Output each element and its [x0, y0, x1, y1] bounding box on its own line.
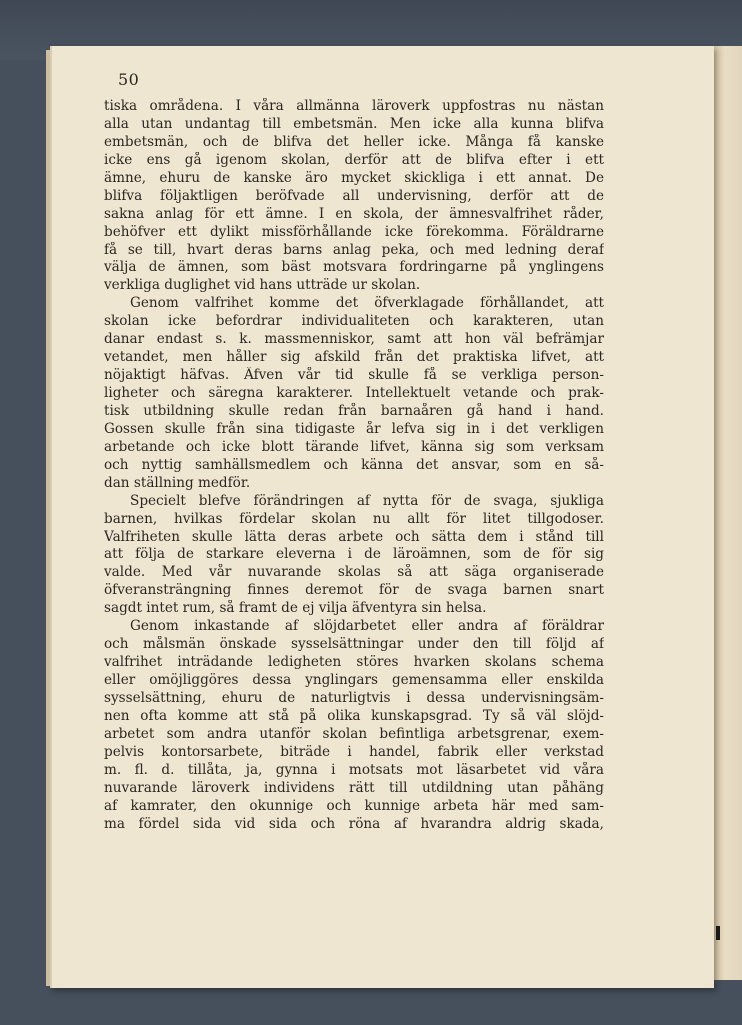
text-line: valde. Med vår nuvarande skolas så att säga organiserade — [104, 564, 604, 581]
text-line: tiska områdena. I våra allmänna läroverk uppfostras nu nästan — [104, 98, 604, 114]
text-line: öfveransträngning finnes deremot för de svaga barnen snart — [104, 582, 604, 599]
text-line: eller omöjliggöres dessa ynglingars gemensamma eller enskilda — [104, 672, 604, 688]
text-line: sakna anlag för ett ämne. I en skola, der ämnesvalfrihet råder, — [104, 205, 604, 222]
text-line: icke ens gå igenom skolan, derför att de blifva efter i ett — [104, 151, 604, 168]
body-text — [104, 98, 604, 833]
text-line: Specielt blefve förändringen af nytta för de svaga, sjukliga — [130, 492, 604, 509]
text-line: och nyttig samhällsmedlem och känna det ansvar, som en så- — [104, 456, 604, 473]
text-line: Genom inkastande af slöjdarbetet eller andra af föräldrar — [130, 618, 604, 635]
text-line: få se till, hvart deras barns anlag peka, och med ledning deraf — [104, 241, 604, 258]
text-line: nuvarande läroverk individens rätt till utdildning utan påhäng — [104, 779, 604, 796]
text-line: skolan icke befordrar individualiteten och karakteren, utan — [104, 313, 604, 330]
text-line: af kamrater, den okunnige och kunnige arbeta här med sam- — [104, 797, 604, 814]
text-line: att följa de starkare eleverna i de läroämnen, som de för sig — [104, 546, 604, 563]
text-line: Genom valfrihet komme det öfverklagade förhållandet, att — [130, 295, 604, 312]
text-line: tisk utbildning skulle redan från barnaåren gå hand i hand. — [104, 402, 604, 419]
text-line: valfrihet inträdande ledigheten störes hvarken skolans schema — [104, 654, 604, 671]
text-line: arbetet som andra utanför skolan befintliga arbetsgrenar, exem- — [104, 725, 604, 742]
text-line: pelvis kontorsarbete, biträde i handel, fabrik eller verkstad — [104, 743, 604, 760]
text-line: verkliga duglighet vid hans utträde ur skolan. — [104, 277, 421, 294]
text-line: behöfver ett dylikt missförhållande icke förekomma. Föräldrarne — [104, 223, 604, 240]
text-line: Valfriheten skulle lätta deras arbete och sätta dem i stånd till — [104, 528, 604, 545]
facing-page-edge — [713, 46, 742, 980]
text-line: ligheter och säregna karakterer. Intellektuelt vetande och prak- — [104, 385, 604, 401]
text-line: alla utan undantag till embetsmän. Men icke alla kunna blifva — [104, 115, 604, 132]
text-line: sagdt intet rum, så framt de ej vilja äfventyra sin helsa. — [104, 600, 487, 617]
text-line: ämne, ehuru de kanske äro mycket skickliga i ett annat. De — [104, 169, 604, 186]
text-line: nöjaktigt häfvas. Äfven vår tid skulle få se verkliga person- — [104, 367, 604, 384]
text-line: arbetande och icke blott tärande lifvet, känna sig som verksam — [104, 438, 604, 455]
text-line: blifva följaktligen beröfvade all undervisning, derför att de — [104, 187, 604, 204]
text-line: m. fl. d. tillåta, ja, gynna i motsats mot läsarbetet vid våra — [104, 761, 604, 778]
text-line: ma fördel sida vid sida och röna af hvarandra aldrig skada, — [104, 815, 604, 832]
text-line: Gossen skulle från sina tidigaste år lefva sig in i det verkligen — [104, 420, 604, 437]
page-marker — [716, 926, 720, 940]
text-line: välja de ämnen, som bäst motsvara fordringarne på ynglingens — [104, 259, 604, 276]
text-line: nen ofta komme att stå på olika kunskapsgrad. Ty så väl slöjd- — [104, 707, 604, 724]
text-line: embetsmän, och de blifva det heller icke. Många få kanske — [104, 133, 604, 150]
text-line: sysselsättning, ehuru de naturligtvis i dessa undervisningsäm- — [104, 689, 604, 706]
text-line: barnen, hvilkas fördelar skolan nu allt för litet tillgodoser. — [104, 510, 604, 527]
text-line: danar endast s. k. massmenniskor, samt att hon väl befrämjar — [104, 331, 604, 348]
page-number: 50 — [118, 70, 140, 89]
text-line: och målsmän önskade sysselsättningar under den till följd af — [104, 636, 604, 653]
text-line: dan ställning medför. — [104, 474, 251, 491]
text-line: vetandet, men håller sig afskild från det praktiska lifvet, att — [104, 349, 604, 366]
